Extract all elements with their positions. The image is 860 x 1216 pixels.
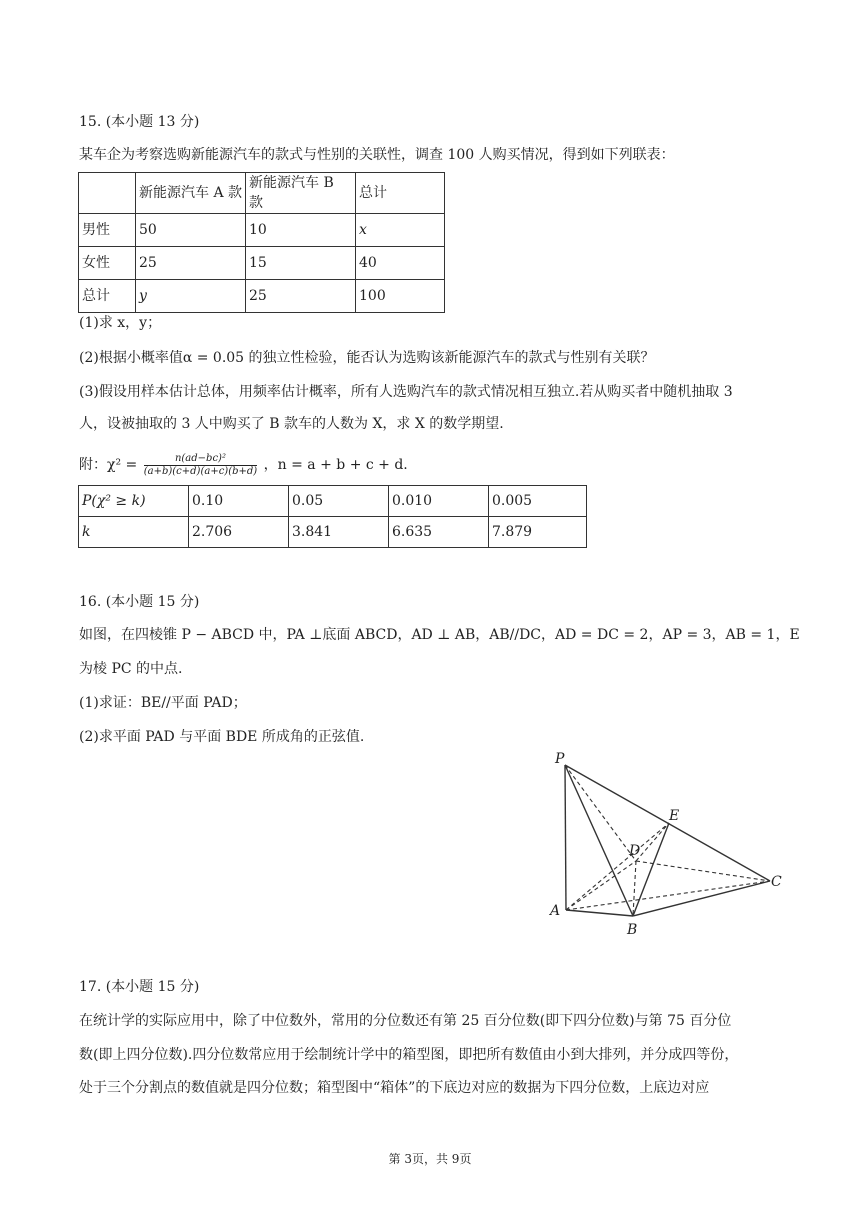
table-cell: 新能源汽车 B 款 — [246, 173, 356, 214]
table-row — [79, 247, 445, 280]
q17-line3: 处于三个分割点的数值就是四分位数；箱型图中“箱体”的下底边对应的数据为下四分位数，上底边对应 — [79, 1080, 710, 1096]
table-cell: 50 — [136, 214, 246, 247]
formula-numerator: n(ad−bc)² — [144, 453, 257, 466]
formula-prefix: 附：χ² = — [79, 457, 138, 473]
table-cell: 25 — [136, 247, 246, 280]
table-cell: 新能源汽车 A 款 — [136, 173, 246, 214]
q17-line1: 在统计学的实际应用中，除了中位数外，常用的分位数还有第 25 百分位数(即下四分位数)与第 75 百分位 — [79, 1013, 732, 1029]
table-cell: P(χ² ≥ k) — [79, 486, 189, 517]
table-cell: 总计 — [356, 173, 445, 214]
q15-part1: (1)求 x，y； — [79, 315, 162, 331]
q16-line1: 如图，在四棱锥 P − ABCD 中，PA ⊥底面 ABCD，AD ⊥ AB，AB//DC，AD = DC = 2，AP = 3，AB = 1，E — [79, 627, 800, 643]
table-row — [79, 517, 587, 548]
formula-fraction — [144, 453, 257, 478]
table-cell: 女性 — [79, 247, 136, 280]
table-row — [79, 214, 445, 247]
q17-line2: 数(即上四分位数).四分位数常应用于绘制统计学中的箱型图，即把所有数值由小到大排列，并分成四等份， — [79, 1047, 739, 1063]
q17-header: 17. (本小题 15 分) — [79, 979, 200, 995]
table-cell: 男性 — [79, 214, 136, 247]
table-cell: 15 — [246, 247, 356, 280]
table-cell: 25 — [246, 280, 356, 313]
pyramid-figure — [540, 745, 790, 940]
contingency-table — [78, 172, 445, 313]
label-e: E — [669, 808, 680, 824]
table-cell — [79, 173, 136, 214]
table-cell: 100 — [356, 280, 445, 313]
table-cell: 7.879 — [489, 517, 587, 548]
q16-part1: (1)求证：BE//平面 PAD； — [79, 695, 247, 711]
label-d: D — [629, 843, 641, 859]
critical-value-table — [78, 485, 587, 548]
table-cell: 3.841 — [289, 517, 389, 548]
label-c: C — [771, 874, 782, 890]
q15-part3-line1: (3)假设用样本估计总体，用频率估计概率，所有人选购汽车的款式情况相互独立.若从购买者中随机抽取 3 — [79, 384, 733, 400]
table-cell: y — [136, 280, 246, 313]
q15-part2: (2)根据小概率值α = 0.05 的独立性检验，能否认为选购该新能源汽车的款式与性别有关联？ — [79, 350, 655, 366]
formula-suffix: ，n = a + b + c + d. — [263, 457, 408, 473]
q15-header: 15. (本小题 13 分) — [79, 114, 200, 130]
formula-line — [79, 452, 408, 478]
table-cell: k — [79, 517, 189, 548]
q15-part3-line2: 人，设被抽取的 3 人中购买了 B 款车的人数为 X，求 X 的数学期望. — [79, 416, 504, 432]
table-row — [79, 280, 445, 313]
page-footer: 第 3页，共 9页 — [388, 1152, 472, 1166]
label-p: P — [555, 751, 565, 767]
table-cell: 40 — [356, 247, 445, 280]
table-cell: 10 — [246, 214, 356, 247]
table-row — [79, 173, 445, 214]
q16-part2: (2)求平面 PAD 与平面 BDE 所成角的正弦值. — [79, 729, 365, 745]
table-cell: 0.05 — [289, 486, 389, 517]
table-cell: 0.10 — [189, 486, 289, 517]
label-a: A — [550, 903, 561, 919]
table-cell: x — [356, 214, 445, 247]
table-cell: 0.005 — [489, 486, 587, 517]
q15-intro: 某车企为考察选购新能源汽车的款式与性别的关联性，调查 100 人购买情况，得到如下列联表： — [79, 147, 675, 163]
q16-header: 16. (本小题 15 分) — [79, 594, 200, 610]
table-cell: 0.010 — [389, 486, 489, 517]
table-cell: 6.635 — [389, 517, 489, 548]
q16-line2: 为棱 PC 的中点. — [79, 661, 183, 677]
table-cell: 总计 — [79, 280, 136, 313]
table-cell: 2.706 — [189, 517, 289, 548]
label-b: B — [627, 922, 638, 938]
formula-denominator: (a+b)(c+d)(a+c)(b+d) — [143, 465, 258, 477]
table-row — [79, 486, 587, 517]
